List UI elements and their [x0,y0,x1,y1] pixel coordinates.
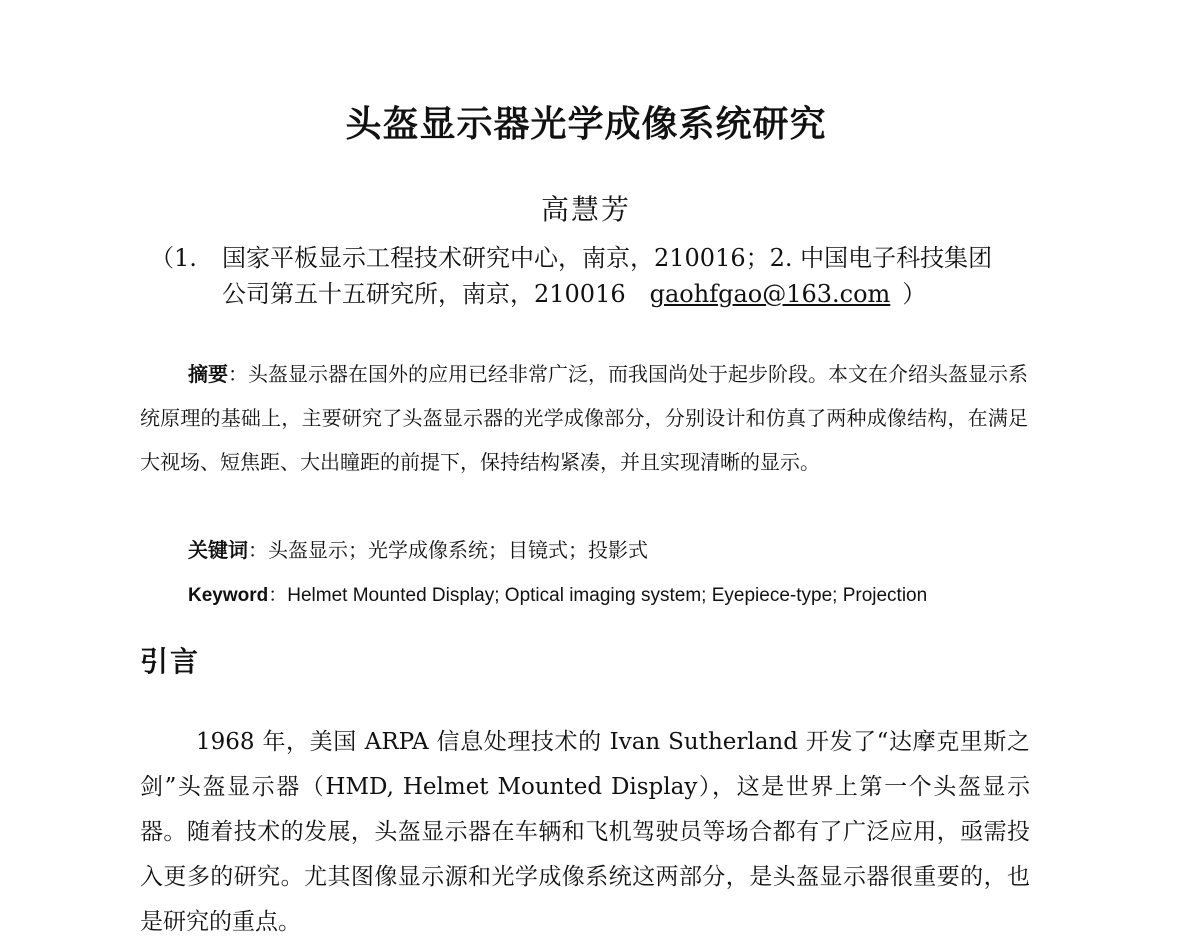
keywords-english [188,580,927,607]
affiliation-line-1: 国家平板显示工程技术研究中心，南京，210016；2. 中国电子科技集团 [222,244,993,272]
author-name: 高慧芳 [540,193,631,226]
affiliation-close: ） [902,280,927,308]
abstract-label: 摘要 [188,362,228,386]
author-email-link[interactable]: gaohfgao@163.com [649,280,891,308]
section-heading-introduction: 引言 [140,645,201,678]
affiliation-line-2-text: 公司第五十五研究所，南京，210016 [222,280,626,308]
affiliation-line-2 [222,276,926,312]
abstract-text: ：头盔显示器在国外的应用已经非常广泛，而我国尚处于起步阶段。本文在介绍头盔显示系统原理的基础上，主要研究了头盔显示器的光学成像部分，分别设计和仿真了两种成像结构，在满足大视场、短焦距、大出瞳距的前提下，保持结构紧凑，并且实现清晰的显示。 [140,362,1028,474]
keywords-cn-text: ：头盔显示；光学成像系统；目镜式；投影式 [248,538,648,562]
keywords-chinese [188,534,648,563]
abstract-paragraph [140,352,1028,484]
introduction-paragraph: 1968 年，美国 ARPA 信息处理技术的 Ivan Sutherland 开发了“达摩克里斯之剑”头盔显示器（HMD, Helmet Mounted Display），这是世界上第一个头盔显示器。随着技术的发展，头盔显示器在车辆和飞机驾驶员等场合都有了广泛应用，亟需投入更多的研究。尤其图像显示源和光学成像系统这两部分，是头盔显示器很重要的，也是研究的重点。 [140,729,1030,935]
keywords-cn-label: 关键词 [188,538,248,562]
keywords-en-text: ：Helmet Mounted Display; Optical imaging system; Eyepiece-type; Projection [268,585,928,606]
paper-title: 头盔显示器光学成像系统研究 [345,104,827,145]
affiliation-prefix: （1. [150,244,197,272]
keywords-en-label: Keyword [188,585,269,606]
